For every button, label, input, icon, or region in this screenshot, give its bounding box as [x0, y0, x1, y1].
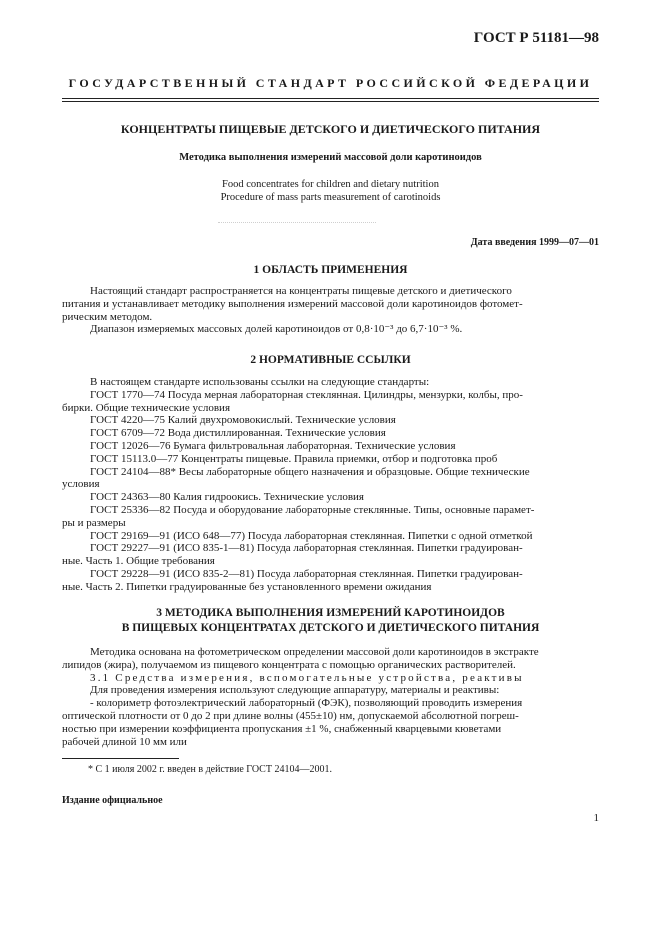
text-line: ГОСТ 29169—91 (ИСО 648—77) Посуда лабораторная стеклянная. Пипетки с одной отметкой — [90, 529, 533, 542]
text-line: Настоящий стандарт распространяется на концентраты пищевые детского и диетического — [90, 285, 512, 297]
section-1-body — [62, 285, 599, 336]
text-line: рабочей длиной 10 мм или — [62, 735, 187, 748]
page-number: 1 — [593, 812, 599, 824]
section-3-heading — [62, 606, 599, 636]
text-line: ГОСТ 24104—88* Весы лабораторные общего назначения и образцовые. Общие технические — [90, 465, 530, 478]
text-line: Диапазон измеряемых массовых долей каротиноидов от 0,8·10⁻³ до 6,7·10⁻³ %. — [90, 323, 463, 336]
text-line: ГОСТ 29227—91 (ИСО 835-1—81) Посуда лабораторная стеклянная. Пипетки градуирован- — [90, 542, 523, 555]
footnote: * С 1 июля 2002 г. введен в действие ГОСТ 24104—2001. — [88, 764, 332, 775]
gost-number: ГОСТ Р 51181—98 — [473, 30, 599, 46]
text-line: ностью при измерении коэффициента пропускания ±1 %, снабженный кварцевыми кюветами — [62, 722, 502, 735]
header-rule-bottom — [62, 101, 599, 102]
text-line: ГОСТ 12026—76 Бумага фильтровальная лабораторная. Технические условия — [90, 439, 456, 452]
section-2-body — [62, 376, 599, 594]
text-line: Для проведения измерения используют следующие аппаратуру, материалы и реактивы: — [90, 684, 500, 697]
text-line: ГОСТ 4220—75 Калий двухромовокислый. Технические условия — [90, 414, 396, 427]
english-title — [62, 178, 599, 204]
section-1-heading: 1 ОБЛАСТЬ ПРИМЕНЕНИЯ — [253, 264, 408, 276]
text-line: рическим методом. — [62, 310, 153, 323]
text-line: - колориметр фотоэлектрический лабораторный (ФЭК), позволяющий проводить измерения — [90, 697, 523, 710]
english-title-line-1: Food concentrates for children and dietary nutrition — [222, 179, 439, 190]
text-line: липидов (жира), получаемом из пищевого концентрата с помощью органических растворителей. — [62, 658, 516, 671]
faint-stamp-mark — [218, 222, 376, 225]
text-line: ГОСТ 25336—82 Посуда и оборудование лабораторные стеклянные. Типы, основные парамет- — [90, 503, 535, 516]
state-standard-heading: ГОСУДАРСТВЕННЫЙ СТАНДАРТ РОССИЙСКОЙ ФЕДЕРАЦИИ — [68, 76, 593, 90]
section-2-heading: 2 НОРМАТИВНЫЕ ССЫЛКИ — [250, 354, 411, 366]
document-title: КОНЦЕНТРАТЫ ПИЩЕВЫЕ ДЕТСКОГО И ДИЕТИЧЕСКОГО ПИТАНИЯ — [120, 122, 541, 136]
subsection-heading: 3.1 Средства измерения, вспомогательные устройства, реактивы — [90, 671, 524, 684]
official-edition-label: Издание официальное — [62, 795, 163, 806]
section-3-heading-line-1: 3 МЕТОДИКА ВЫПОЛНЕНИЯ ИЗМЕРЕНИЙ КАРОТИНОИДОВ — [156, 607, 505, 619]
introduction-date: Дата введения 1999—07—01 — [470, 237, 599, 248]
footnote-rule — [62, 758, 179, 759]
text-line: питания и устанавливает методику выполнения измерений массовой доли каротиноидов фотомет- — [62, 297, 523, 310]
text-line: оптической плотности от 0 до 2 при длине волны (455±10) нм, допускаемой абсолютной погреш- — [62, 709, 519, 722]
text-line: бирки. Общие технические условия — [62, 401, 231, 414]
text-line: ГОСТ 29228—91 (ИСО 835-2—81) Посуда лабораторная стеклянная. Пипетки градуирован- — [90, 567, 523, 580]
text-line: В настоящем стандарте использованы ссылки на следующие стандарты: — [90, 376, 430, 388]
text-line: ные. Часть 1. Общие требования — [62, 555, 215, 568]
section-3-body — [62, 646, 599, 748]
text-line: ГОСТ 1770—74 Посуда мерная лабораторная стеклянная. Цилиндры, мензурки, колбы, про- — [90, 388, 523, 401]
text-line: ры и размеры — [62, 516, 126, 529]
text-line: ГОСТ 24363—80 Калия гидроокись. Технические условия — [90, 491, 364, 504]
text-line: ГОСТ 15113.0—77 Концентраты пищевые. Правила приемки, отбор и подготовка проб — [90, 452, 498, 465]
text-line: условия — [62, 478, 100, 491]
header-rule-top — [62, 98, 599, 99]
text-line: Методика основана на фотометрическом определении массовой доли каротиноидов в экстракте — [90, 646, 539, 658]
document-subtitle: Методика выполнения измерений массовой доли каротиноидов — [179, 152, 482, 163]
text-line: ные. Часть 2. Пипетки градуированные без установленного времени ожидания — [62, 580, 432, 593]
section-3-heading-line-2: В ПИЩЕВЫХ КОНЦЕНТРАТАХ ДЕТСКОГО И ДИЕТИЧЕСКОГО ПИТАНИЯ — [121, 622, 540, 634]
english-title-line-2: Procedure of mass parts measurement of carotinoids — [220, 192, 441, 203]
text-line: ГОСТ 6709—72 Вода дистиллированная. Технические условия — [90, 427, 386, 440]
